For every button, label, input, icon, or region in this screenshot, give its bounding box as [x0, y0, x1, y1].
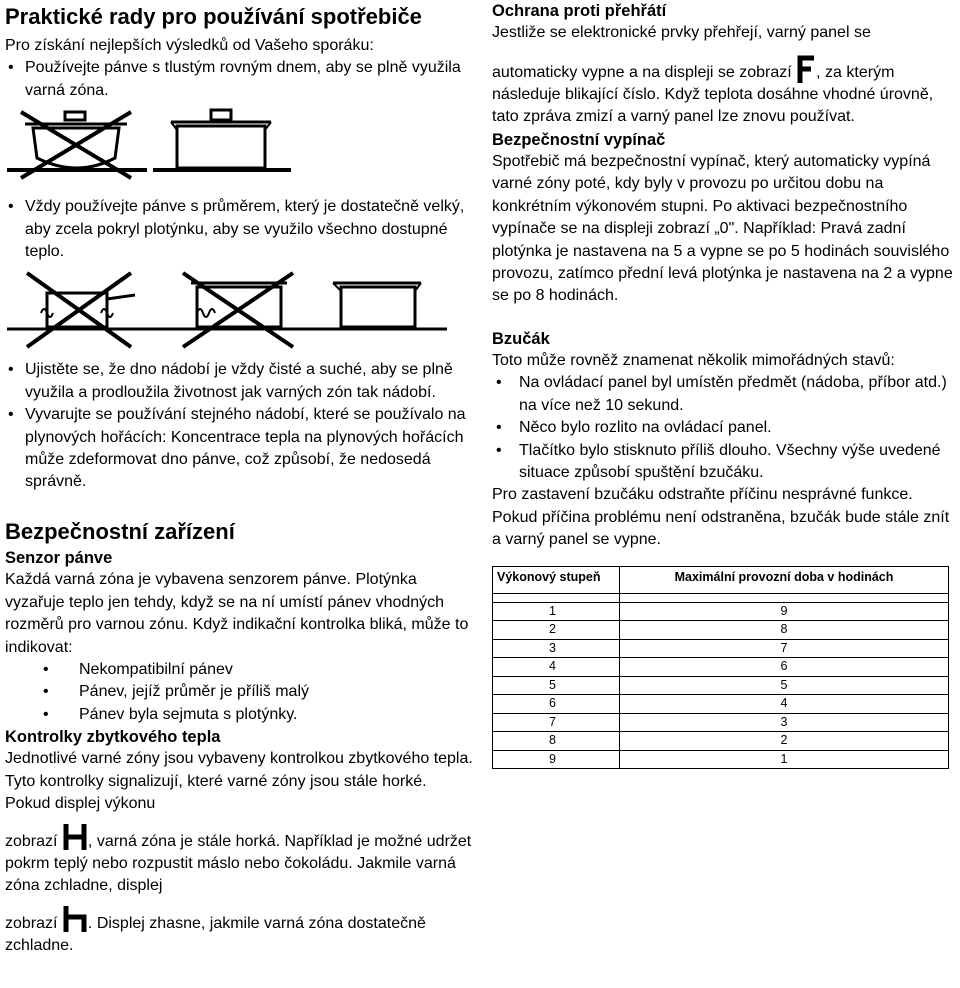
right-column: [492, 0, 954, 769]
list-item: • Ujistěte se, že dno nádobí je vždy čisté a suché, aby se plně využila a prodloužila životnost jak varných zón tak nádobí.: [5, 359, 475, 404]
table-header-row: [493, 566, 949, 593]
runtime-table: [492, 566, 949, 770]
table-row: [493, 676, 949, 695]
overheat-text-1: Jestliže se elektronické prvky přehřejí, varný panel se: [492, 24, 871, 42]
table-cell-time: 1: [620, 750, 949, 769]
table-row: [493, 713, 949, 732]
residual-heat-text-3: [5, 904, 475, 958]
table-header-level: Výkonový stupeň: [493, 566, 620, 593]
residual-heat-text-2: [5, 822, 475, 898]
pan-size-illustration: [7, 269, 475, 349]
table-spacer-row: [493, 593, 949, 602]
pan-sensor-text: Každá varná zóna je vybavena senzorem pánve. Plotýnka vyzařuje teplo jen tehdy, když se na ní umístí pánev vhodných rozměrů pro varnou zónu. Když indikační kontrolka bliká, může to indikovat:: [5, 571, 469, 656]
flat-bottom-pans-illustration: [7, 106, 475, 182]
list-item: • Vyvarujte se používání stejného nádobí, které se používalo na plynových hořácích: Koncentrace tepla na plynových hořácích může zdeformovat dno pánve, což způsobí, že nedosedá správně.: [5, 404, 475, 494]
pan-size-icon: [7, 269, 447, 349]
table-body: [493, 593, 949, 769]
buzzer-list: [492, 372, 954, 484]
pan-sensor-heading: Senzor pánve: [5, 549, 113, 568]
table-row: [493, 621, 949, 640]
table-row: [493, 732, 949, 751]
table-cell-level: 8: [493, 732, 620, 751]
table-cell-time: 3: [620, 713, 949, 732]
table-cell-level: 5: [493, 676, 620, 695]
residual-text3-pre: zobrazí: [5, 914, 62, 932]
buzzer-heading: Bzučák: [492, 329, 550, 348]
tips-list-a: [5, 57, 475, 102]
tips-list-c: [5, 359, 475, 493]
residual-text-post: , varná zóna je stále horká. Například je možné udržet pokrm teplý nebo rozpustit máslo nebo čokoládu. Jakmile varná zóna zchladne, displej: [5, 832, 472, 895]
table-row: [493, 695, 949, 714]
overheat-text-post: , za kterým následuje blikající číslo. Když teplota dosáhne vhodné úrovně, tato zpráva zmizí a varný panel lze znovu používat.: [492, 63, 934, 126]
left-column: [5, 0, 475, 958]
buzzer-text-2: Pro zastavení bzučáku odstraňte příčinu nesprávné funkce. Pokud příčina problému není odstraněna, bzučák bude stále znít a varný panel se vypne.: [492, 486, 950, 549]
list-item: • Používejte pánve s tlustým rovným dnem, aby se plně využila varná zóna.: [5, 57, 475, 102]
list-item: • Nekompatibilní pánev: [5, 659, 475, 681]
table-cell-time: 8: [620, 621, 949, 640]
safety-switch-heading: Bezpečnostní vypínač: [492, 130, 666, 149]
display-h-icon: [62, 822, 88, 852]
table-row: [493, 658, 949, 677]
table-cell-time: 5: [620, 676, 949, 695]
table-header-time: Maximální provozní doba v hodinách: [620, 566, 949, 593]
pan-sensor-list: [5, 659, 475, 726]
table-row: [493, 639, 949, 658]
table-row: [493, 750, 949, 769]
residual-text3-post: . Displej zhasne, jakmile varná zóna dostatečně zchladne.: [5, 914, 426, 955]
list-item: • Něco bylo rozlito na ovládací panel.: [492, 417, 954, 439]
safety-switch-text: Spotřebič má bezpečnostní vypínač, který automaticky vypíná varné zóny poté, kdy byly v provozu po určitou dobu na konkrétním výkonovém stupni. Po aktivaci bezpečnostního vypínače se na displeji zobrazí „0". Například: Pravá zadní plotýnka je nastavena na 5 a vypne se po 5 hodinách souvislého provozu, zatímco přední levá plotýnka je nastavena na 2 a vypne se po 8 hodinách.: [492, 153, 953, 305]
buzzer-text: Toto může rovněž znamenat několik mimořádných stavů:: [492, 352, 895, 370]
residual-heat-text: Jednotlivé varné zóny jsou vybaveny kontrolkou zbytkového tepla. Tyto kontrolky signalizují, které varné zóny jsou stále horké. Pokud displej výkonu: [5, 750, 473, 813]
table-cell-time: 7: [620, 639, 949, 658]
display-h-small-icon: [62, 904, 88, 934]
table-cell-time: 9: [620, 602, 949, 621]
list-item: • Na ovládací panel byl umístěn předmět (nádoba, příbor atd.) na více než 10 sekund.: [492, 372, 954, 417]
table-cell-level: 6: [493, 695, 620, 714]
safety-heading: Bezpečnostní zařízení: [5, 518, 235, 544]
list-item: • Pánev, jejíž průměr je příliš malý: [5, 681, 475, 703]
table-cell-time: 6: [620, 658, 949, 677]
display-f-icon: [796, 55, 816, 83]
page-title: Praktické rady pro používání spotřebiče: [5, 4, 422, 29]
table-cell-level: 3: [493, 639, 620, 658]
residual-text-pre: zobrazí: [5, 832, 62, 850]
table-cell-level: 1: [493, 602, 620, 621]
list-item: • Tlačítko bylo stisknuto příliš dlouho. Všechny výše uvedené situace způsobí spuštění bzučáku.: [492, 440, 954, 485]
table-cell-level: 9: [493, 750, 620, 769]
overheat-heading: Ochrana proti přehřátí: [492, 2, 667, 20]
intro-text: Pro získání nejlepších výsledků od Vašeho sporáku:: [5, 37, 374, 55]
tips-list-b: [5, 196, 475, 263]
residual-heat-heading: Kontrolky zbytkového tepla: [5, 728, 221, 747]
table-row: [493, 602, 949, 621]
overheat-text-pre: automaticky vypne a na displeji se zobrazí: [492, 63, 797, 81]
pan-flat-bottom-icon: [7, 106, 297, 182]
list-item: • Vždy používejte pánve s průměrem, který je dostatečně velký, aby zcela pokryl plotýnku, aby se využilo všechno dostupné teplo.: [5, 196, 475, 263]
table-cell-level: 7: [493, 713, 620, 732]
list-item: • Pánev byla sejmuta s plotýnky.: [5, 704, 475, 726]
table-cell-time: 2: [620, 732, 949, 751]
overheat-text-2: [492, 55, 954, 129]
table-cell-level: 4: [493, 658, 620, 677]
table-cell-time: 4: [620, 695, 949, 714]
table-cell-level: 2: [493, 621, 620, 640]
